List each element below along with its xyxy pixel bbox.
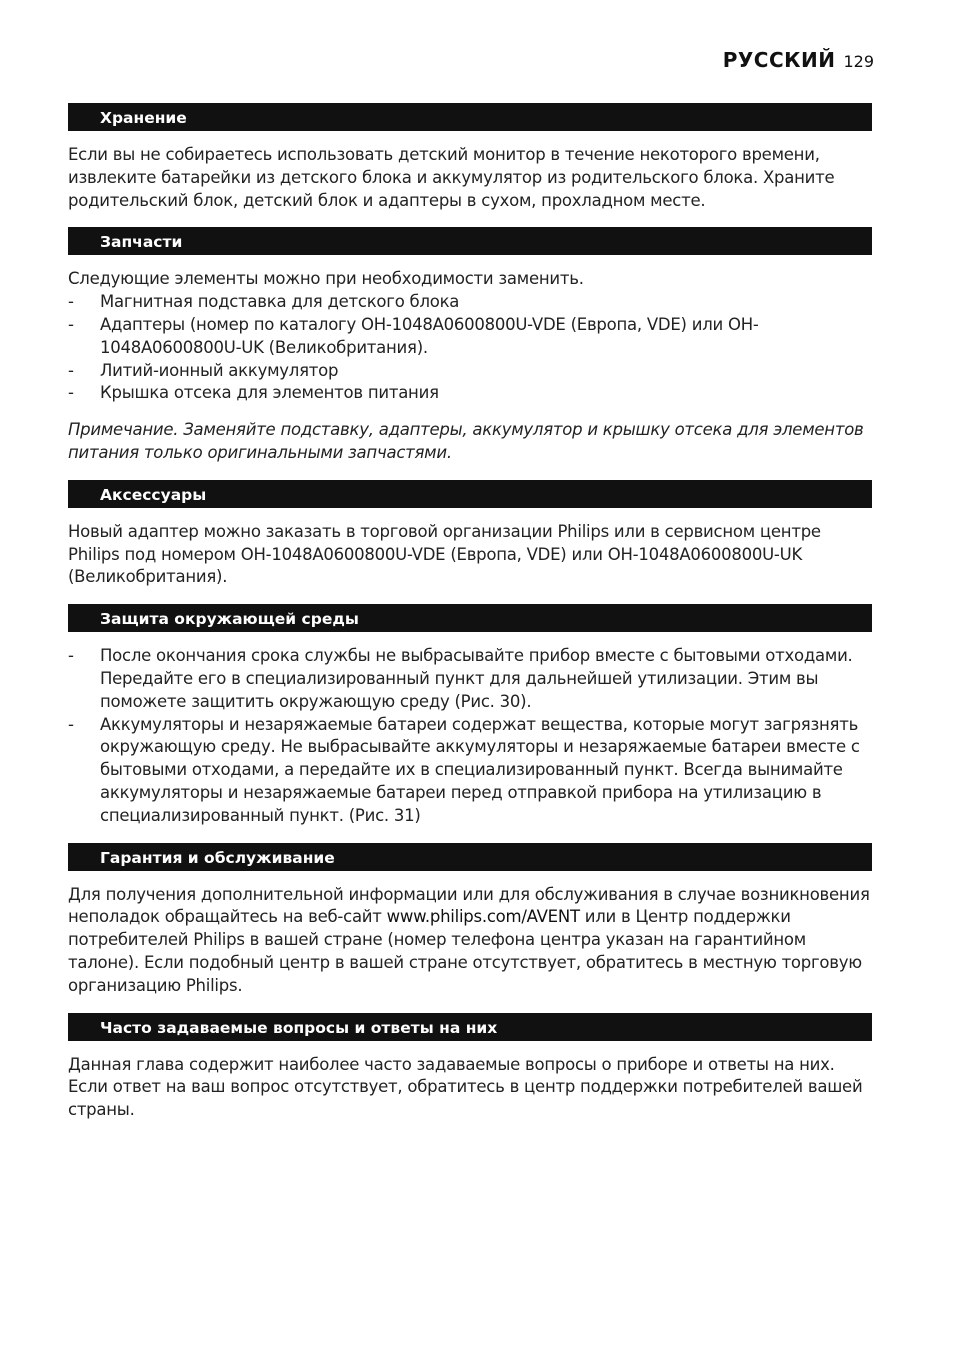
storage-text: Если вы не собираетесь использовать детский монитор в течение некоторого времени, извлеките батарейки из детского блока и аккумулятор из родительского блока. Храните родительский блок, детский блок и адаптеры в сухом, прохладном месте.: [68, 145, 835, 210]
accessories-text: Новый адаптер можно заказать в торговой организации Philips или в сервисном центре Philips под номером OH-1048A0600800U-VDE (Европа, VDE) или OH-1048A0600800U-UK (Великобритания).: [68, 521, 821, 587]
parts-note: Примечание. Заменяйте подставку, адаптеры, аккумулятор и крышку отсека для элементов питания только оригинальными запчастями.: [68, 420, 864, 462]
warranty-text-before: Для получения дополнительной информации или для обслуживания в случае возникновения неполадок обращайтесь на веб-сайт: [68, 884, 870, 927]
warranty-text-after: или в Центр поддержки потребителей Philips в вашей стране (номер телефона центра указан на гарантийном талоне). Если подобный центр в вашей стране отсутствует, обратитесь в местную торговую организацию Philips.: [68, 907, 862, 995]
faq-text: Данная глава содержит наиболее часто задаваемые вопросы о приборе и ответы на них. Если ответ на ваш вопрос отсутствует, обратитесь в центр поддержки потребителей вашей страны.: [68, 1054, 863, 1120]
section-title-faq: Часто задаваемые вопросы и ответы на них: [68, 1013, 872, 1041]
list-item: - Аккумуляторы и незаряжаемые батареи содержат вещества, которые могут загрязнять окружающую среду. Не выбрасывайте аккумуляторы и незаряжаемые батареи вместе с бытовыми отходами, а передайте их в специализированный пункт. Всегда вынимайте аккумуляторы и незаряжаемые батареи перед отправкой прибора на утилизацию в специализированный пункт. (Рис. 31): [68, 714, 872, 828]
language-label: РУССКИЙ: [722, 48, 836, 72]
page-header: [723, 48, 874, 72]
philips-website-link[interactable]: www.philips.com/AVENT: [386, 907, 580, 927]
environment-list: [68, 645, 872, 827]
warranty-text: [68, 884, 872, 998]
list-item: - Крышка отсека для элементов питания: [68, 382, 872, 405]
page-number: 129: [843, 52, 874, 71]
section-title-warranty: Гарантия и обслуживание: [68, 843, 872, 871]
section-title-environment: Защита окружающей среды: [68, 604, 872, 632]
section-title-parts: Запчасти: [68, 227, 872, 255]
parts-intro: Следующие элементы можно при необходимости заменить.: [68, 269, 584, 289]
parts-list: [68, 291, 872, 405]
page-content: [68, 103, 872, 1122]
section-title-storage: Хранение: [68, 103, 872, 131]
list-item: - После окончания срока службы не выбрасывайте прибор вместе с бытовыми отходами. Передайте его в специализированный пункт для дальнейшей утилизации. Этим вы поможете защитить окружающую среду (Рис. 30).: [68, 645, 872, 713]
list-item: - Магнитная подставка для детского блока: [68, 291, 872, 314]
list-item: - Адаптеры (номер по каталогу OH-1048A0600800U-VDE (Европа, VDE) или OH-1048A0600800U-UK (Великобритания).: [68, 314, 872, 360]
list-item: - Литий-ионный аккумулятор: [68, 360, 872, 383]
section-title-accessories: Аксессуары: [68, 480, 872, 508]
